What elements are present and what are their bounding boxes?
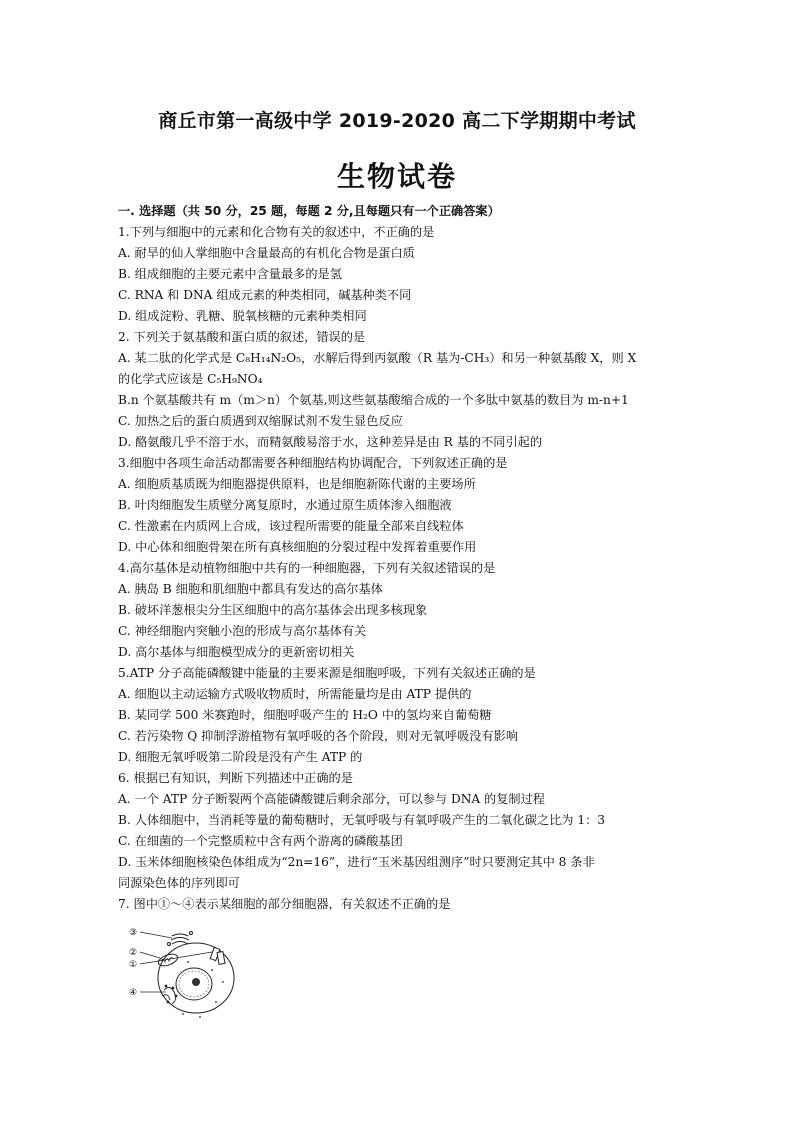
- question-1: 1.下列与细胞中的元素和化合物有关的叙述中，不正确的是: [118, 225, 435, 239]
- question-7: 7. 图中①～④表示某细胞的部分细胞器，有关叙述不正确的是: [118, 897, 451, 911]
- school-title: 商丘市第一高级中学 2019-2020 高二下学期期中考试: [158, 110, 636, 132]
- label-2: ②: [129, 948, 138, 958]
- question-4: 4.高尔基体是动植物细胞中共有的一种细胞器，下列有关叙述错误的是: [118, 561, 496, 575]
- option-2a: A. 某二肽的化学式是 C₈H₁₄N₂O₅，水解后得到丙氨酸（R 基为-CH₃）和另一种氨基酸 X，则 X: [118, 351, 637, 365]
- option-2b: B.n 个氨基酸共有 m（m＞n）个氨基,则这些氨基酸缩合成的一个多肽中氨基的数目为 m-n+1: [118, 393, 629, 407]
- option-2c: C. 加热之后的蛋白质遇到双缩脲试剂不发生显色反应: [118, 414, 403, 428]
- question-2: 2. 下列关于氨基酸和蛋白质的叙述，错误的是: [118, 330, 366, 344]
- option-1d: D. 组成淀粉、乳糖、脱氧核糖的元素种类相同: [118, 309, 367, 323]
- option-1b: B. 组成细胞的主要元素中含量最多的是氢: [118, 267, 342, 281]
- option-5b: B. 某同学 500 米赛跑时，细胞呼吸产生的 H₂O 中的氢均来自葡萄糖: [118, 708, 492, 722]
- section-heading: 一. 选择题（共 50 分，25 题，每题 2 分,且每题只有一个正确答案）: [118, 204, 500, 218]
- option-6b: B. 人体细胞中，当消耗等量的葡萄糖时，无氧呼吸与有氧呼吸产生的二氧化碳之比为 1：3: [118, 813, 606, 827]
- nucleolus-shape: [192, 978, 200, 986]
- option-6d-cont: 同源染色体的序列即可: [118, 876, 240, 890]
- option-4d: D. 高尔基体与细胞模型成分的更新密切相关: [118, 645, 355, 659]
- label-3: ③: [129, 928, 138, 938]
- question-6: 6. 根据已有知识，判断下列描述中正确的是: [118, 771, 353, 785]
- label-1: ①: [129, 960, 138, 970]
- question-5: 5.ATP 分子高能磷酸键中能量的主要来源是细胞呼吸，下列有关叙述正确的是: [118, 666, 536, 680]
- label-4: ④: [129, 988, 138, 998]
- option-6d: D. 玉米体细胞核染色体组成为“2n=16”，进行“玉米基因组测序”时只要测定其中 8 条非: [118, 855, 595, 869]
- cell-organelle-figure: [128, 922, 238, 1022]
- option-4c: C. 神经细胞内突触小泡的形成与高尔基体有关: [118, 624, 367, 638]
- option-5d: D. 细胞无氧呼吸第二阶段是没有产生 ATP 的: [118, 750, 363, 764]
- option-1a: A. 耐旱的仙人掌细胞中含量最高的有机化合物是蛋白质: [118, 246, 415, 260]
- subject-title: 生物试卷: [336, 160, 457, 193]
- er-shape: [162, 985, 177, 1004]
- option-6c: C. 在细菌的一个完整质粒中含有两个游离的磷酸基团: [118, 834, 403, 848]
- question-3: 3.细胞中各项生命活动都需要各种细胞结构协调配合，下列叙述正确的是: [118, 456, 508, 470]
- option-4a: A. 胰岛 B 细胞和肌细胞中都具有发达的高尔基体: [118, 582, 383, 596]
- option-2d: D. 酪氨酸几乎不溶于水，而精氨酸易溶于水，这种差异是由 R 基的不同引起的: [118, 435, 543, 449]
- option-5c: C. 若污染物 Q 抑制浮游植物有氧呼吸的各个阶段，则对无氧呼吸没有影响: [118, 729, 519, 743]
- option-3c: C. 性激素在内质网上合成，该过程所需要的能量全部来自线粒体: [118, 519, 464, 533]
- centriole-shape: [210, 947, 225, 964]
- option-1c: C. RNA 和 DNA 组成元素的种类相同，碱基种类不同: [118, 288, 412, 302]
- option-3a: A. 细胞质基质既为细胞器提供原料，也是细胞新陈代谢的主要场所: [118, 477, 476, 491]
- option-3d: D. 中心体和细胞骨架在所有真核细胞的分裂过程中发挥着重要作用: [118, 540, 477, 554]
- option-6a: A. 一个 ATP 分子断裂两个高能磷酸键后剩余部分，可以参与 DNA 的复制过程: [118, 792, 545, 806]
- option-3b: B. 叶肉细胞发生质壁分离复原时，水通过原生质体渗入细胞液: [118, 498, 452, 512]
- option-5a: A. 细胞以主动运输方式吸收物质时，所需能量均是由 ATP 提供的: [118, 687, 472, 701]
- option-4b: B. 破坏洋葱根尖分生区细胞中的高尔基体会出现多核现象: [118, 603, 428, 617]
- option-2a-cont: 的化学式应该是 C₅H₉NO₄: [118, 372, 263, 386]
